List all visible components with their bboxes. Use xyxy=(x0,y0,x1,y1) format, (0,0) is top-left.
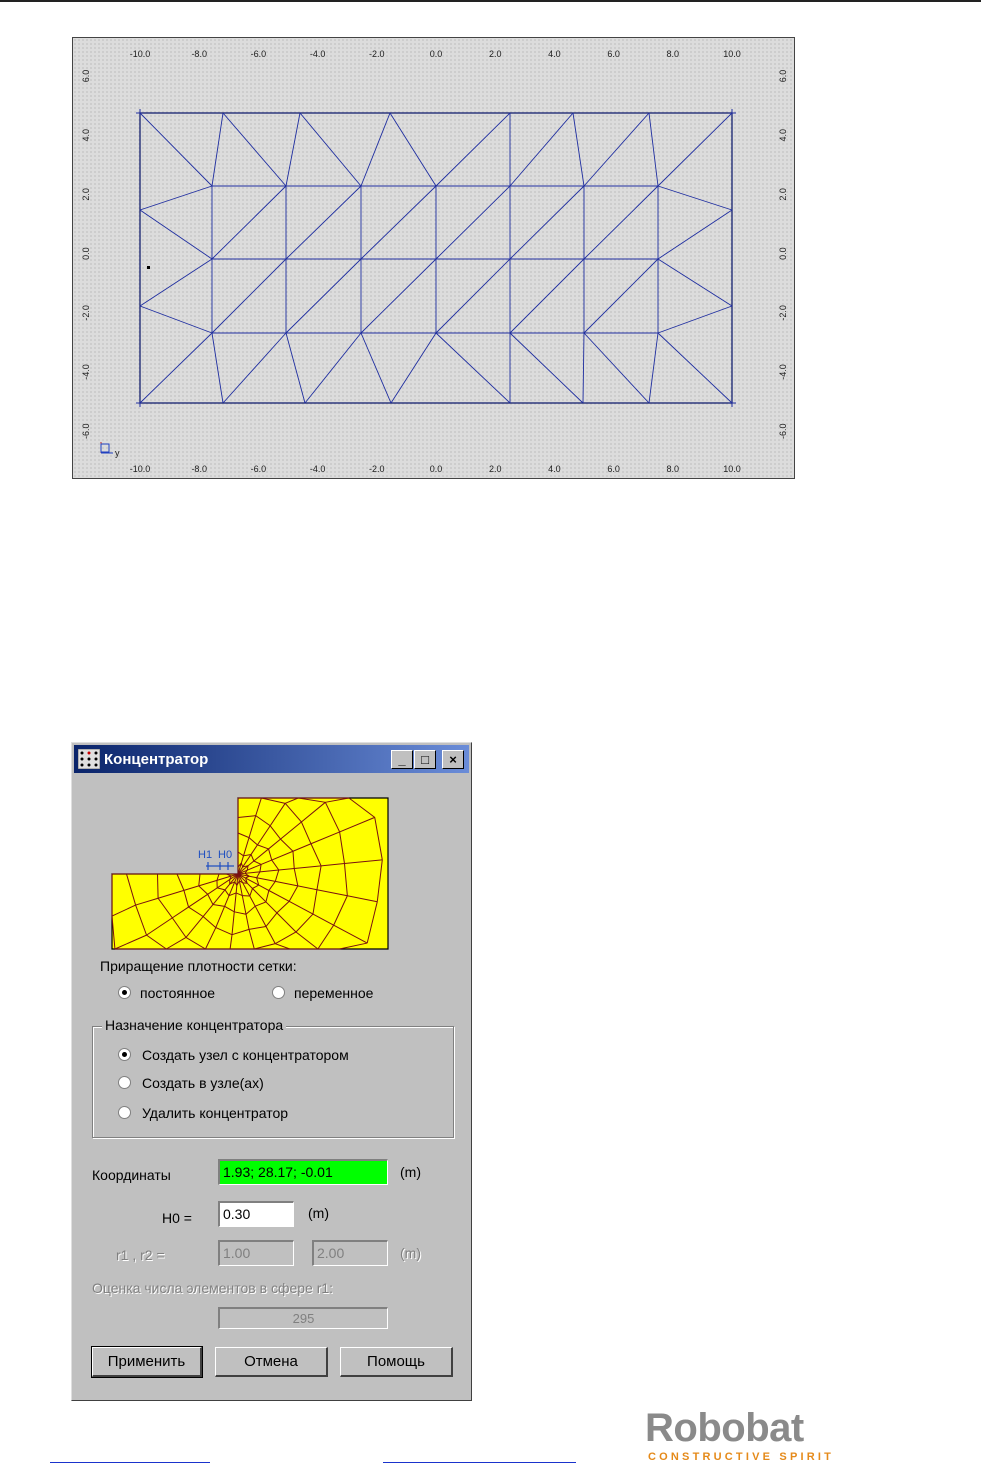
x-tick-bottom: 10.0 xyxy=(723,464,741,474)
concentrator-dialog xyxy=(71,742,472,1401)
mesh-edge xyxy=(286,259,361,333)
mesh-edge xyxy=(573,113,584,186)
mesh-edge xyxy=(658,333,732,403)
mesh-edge xyxy=(361,333,391,403)
create-node-label[interactable]: Создать узел с концентратором xyxy=(142,1047,349,1063)
x-tick-top: -4.0 xyxy=(309,49,326,59)
mesh-edge xyxy=(212,186,286,259)
mesh-edge xyxy=(140,186,212,210)
mesh-edge xyxy=(361,259,436,333)
mesh-edge xyxy=(510,333,583,403)
close-button[interactable]: × xyxy=(442,750,464,769)
y-tick-right: 6.0 xyxy=(778,69,788,83)
mesh-edge xyxy=(223,113,286,186)
y-tick-left: -4.0 xyxy=(81,364,91,380)
mesh-edge xyxy=(649,113,658,186)
y-tick-right: 4.0 xyxy=(778,128,788,142)
density-constant-label[interactable]: постоянное xyxy=(140,985,216,1001)
r1-input[interactable]: 1.00 xyxy=(218,1240,294,1266)
cancel-button[interactable]: Отмена xyxy=(215,1347,328,1377)
y-tick-left: 2.0 xyxy=(81,188,91,201)
mesh-edge xyxy=(390,113,436,186)
top-rule xyxy=(0,0,981,2)
mesh-edge xyxy=(361,113,390,186)
app-icon xyxy=(78,749,100,769)
mesh-edge xyxy=(140,333,212,403)
x-tick-bottom: -4.0 xyxy=(309,464,326,474)
h-markers xyxy=(206,862,234,870)
mesh-edge xyxy=(436,186,510,259)
y-tick-right: -4.0 xyxy=(778,364,788,380)
title-bar[interactable] xyxy=(74,745,469,773)
density-label: Приращение плотности сетки: xyxy=(100,958,297,974)
x-tick-bottom: 0.0 xyxy=(429,464,443,474)
mesh-edge xyxy=(212,259,286,333)
assignment-group-title: Назначение концентратора xyxy=(102,1017,286,1033)
x-tick-bottom: -8.0 xyxy=(191,464,207,474)
x-tick-top: -6.0 xyxy=(250,49,267,59)
x-axis-bottom xyxy=(130,464,741,474)
mesh-edge xyxy=(140,306,212,333)
mesh-edge xyxy=(583,333,584,403)
radio-density-constant[interactable] xyxy=(118,986,131,999)
footer-link-line-right xyxy=(383,1462,576,1463)
x-tick-top: -10.0 xyxy=(129,49,151,59)
apply-button[interactable]: Применить xyxy=(92,1347,202,1377)
x-tick-bottom: -10.0 xyxy=(129,464,151,474)
help-button[interactable]: Помощь xyxy=(340,1347,453,1377)
mesh-edge xyxy=(436,259,510,333)
x-tick-top: 4.0 xyxy=(548,49,561,59)
mesh-edge xyxy=(584,333,649,403)
x-tick-top: 10.0 xyxy=(723,49,741,59)
mesh-edge xyxy=(584,186,658,259)
mesh-edge xyxy=(223,333,286,403)
axis-icon xyxy=(101,442,120,458)
x-tick-bottom: 2.0 xyxy=(488,464,502,474)
mesh-edge xyxy=(212,113,223,186)
estimate-label: Оценка числа элементов в сфере r1: xyxy=(92,1280,334,1296)
radio-create-in-nodes[interactable] xyxy=(118,1076,131,1089)
mesh-edge xyxy=(584,259,658,333)
r-label: r1 , r2 = xyxy=(116,1247,165,1263)
density-variable-label[interactable]: переменное xyxy=(294,985,374,1001)
mesh-edge xyxy=(305,333,361,403)
mesh-edge xyxy=(140,259,212,306)
r2-input[interactable]: 2.00 xyxy=(312,1240,388,1266)
mesh-edge xyxy=(510,259,584,333)
h0-field-label: H0 = xyxy=(162,1210,192,1226)
delete-label[interactable]: Удалить концентратор xyxy=(142,1105,289,1121)
mesh-edge xyxy=(300,113,361,186)
y-tick-left: 4.0 xyxy=(81,128,91,142)
mesh-edge xyxy=(140,210,212,259)
radio-delete[interactable] xyxy=(118,1106,131,1119)
x-tick-bottom: 4.0 xyxy=(548,464,561,474)
robobat-logo xyxy=(645,1408,850,1468)
mesh-edge xyxy=(658,259,732,306)
x-tick-bottom: 6.0 xyxy=(607,464,620,474)
coordinates-label: Координаты xyxy=(92,1167,171,1183)
x-tick-top: -2.0 xyxy=(369,49,385,59)
mesh-edge xyxy=(436,113,510,186)
mesh-edge xyxy=(436,333,510,403)
mesh-edge xyxy=(286,113,300,186)
y-tick-right: -2.0 xyxy=(778,305,788,321)
finite-element-mesh xyxy=(140,113,732,403)
mesh-edge xyxy=(658,306,732,333)
h0-input[interactable]: 0.30 xyxy=(218,1201,294,1227)
mesh-edge xyxy=(658,210,732,259)
preview-edge xyxy=(158,874,159,898)
x-tick-top: -8.0 xyxy=(191,49,207,59)
y-axis-left xyxy=(81,70,91,439)
logo-tagline: CONSTRUCTIVE SPIRIT xyxy=(648,1451,835,1463)
x-tick-bottom: -6.0 xyxy=(250,464,267,474)
x-tick-top: 6.0 xyxy=(607,49,620,59)
y-tick-right: 0.0 xyxy=(778,247,788,260)
coordinates-field[interactable]: 1.93; 28.17; -0.01 xyxy=(218,1159,388,1185)
mesh-edge xyxy=(510,186,584,259)
mesh-edge xyxy=(361,186,436,259)
radio-create-node[interactable] xyxy=(118,1048,131,1061)
x-tick-bottom: 8.0 xyxy=(666,464,680,474)
estimate-field: 295 xyxy=(218,1307,388,1329)
y-tick-left: 6.0 xyxy=(81,69,91,83)
concentrator-preview xyxy=(110,796,390,951)
h1-label: H1 xyxy=(198,849,213,861)
h0-label: H0 xyxy=(218,849,233,861)
y-tick-left: -2.0 xyxy=(81,305,91,321)
mesh-viewport[interactable] xyxy=(72,37,795,479)
radio-density-variable[interactable] xyxy=(272,986,285,999)
y-tick-right: -6.0 xyxy=(778,423,788,439)
y-tick-right: 2.0 xyxy=(778,188,788,201)
maximize-button[interactable]: □ xyxy=(414,750,436,769)
mesh-edge xyxy=(391,333,436,403)
mesh-edge xyxy=(658,186,732,210)
r-unit: (m) xyxy=(400,1245,421,1261)
mesh-edge xyxy=(286,333,305,403)
x-tick-top: 0.0 xyxy=(429,49,443,59)
mesh-edge xyxy=(140,113,212,186)
minimize-button[interactable]: _ xyxy=(391,750,413,769)
x-axis-top xyxy=(130,49,741,59)
dialog-title: Концентратор xyxy=(104,751,209,768)
y-axis-right xyxy=(778,70,788,439)
coordinates-unit: (m) xyxy=(400,1164,421,1180)
create-in-nodes-label[interactable]: Создать в узле(ах) xyxy=(142,1075,264,1091)
logo-wordmark: Robobat xyxy=(645,1406,804,1450)
y-tick-left: 0.0 xyxy=(81,247,91,260)
mesh-edge xyxy=(212,333,223,403)
axis-icon-label: y xyxy=(115,448,120,458)
h0-unit: (m) xyxy=(308,1205,329,1221)
mesh-edge xyxy=(510,113,573,186)
mesh-edge xyxy=(649,333,658,403)
x-tick-bottom: -2.0 xyxy=(369,464,385,474)
x-tick-top: 8.0 xyxy=(666,49,680,59)
y-tick-left: -6.0 xyxy=(81,423,91,439)
x-tick-top: 2.0 xyxy=(488,49,502,59)
cursor-marker xyxy=(147,266,150,269)
mesh-edge xyxy=(658,113,732,186)
mesh-edge xyxy=(584,113,649,186)
footer-link-line-left xyxy=(50,1462,210,1463)
mesh-edge xyxy=(286,186,361,259)
